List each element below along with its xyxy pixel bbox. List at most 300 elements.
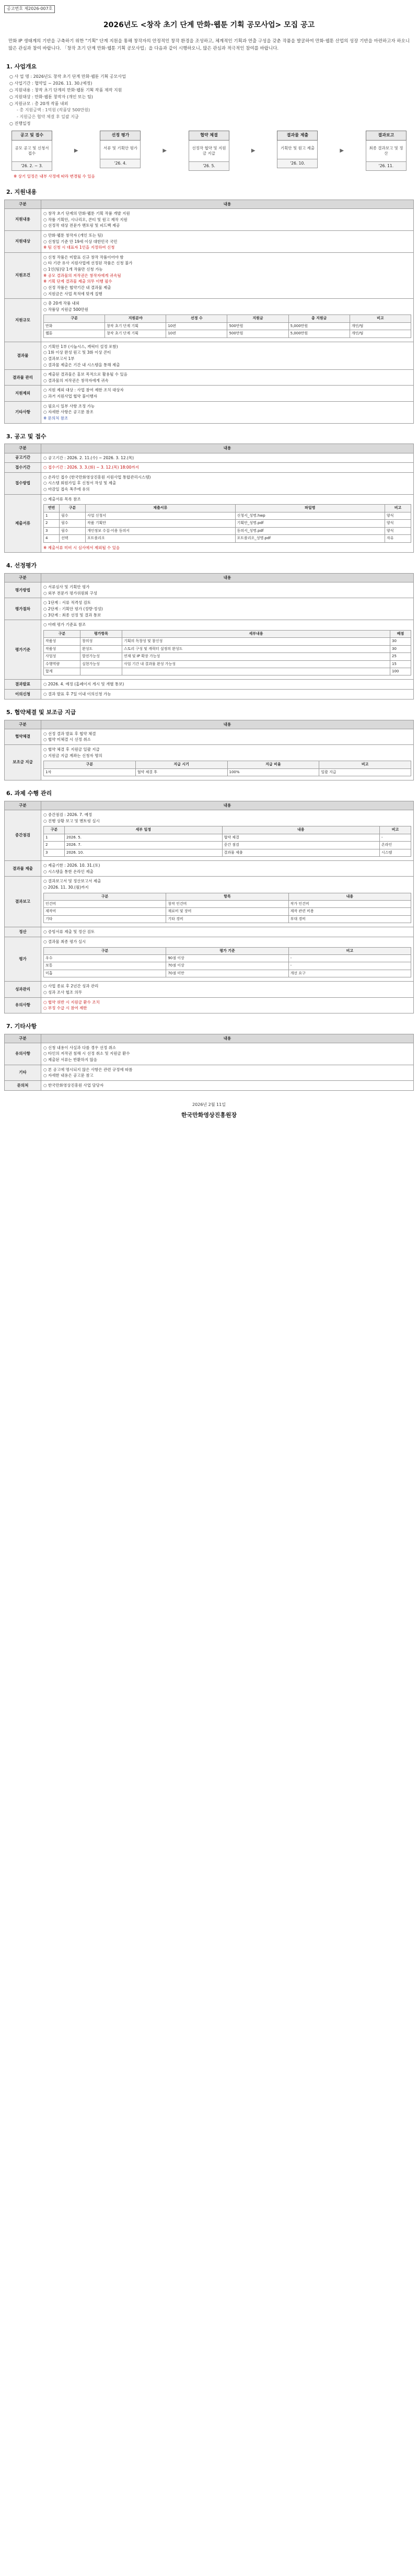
table-cell: 개인/팀 bbox=[350, 330, 411, 337]
flow-step bbox=[189, 131, 229, 171]
table-cell: 연재 및 IP 확장 가능성 bbox=[122, 653, 390, 660]
table-cell: - bbox=[380, 834, 411, 841]
table-cell: 부대 경비 bbox=[288, 915, 411, 923]
table-header: 내용 bbox=[288, 893, 411, 900]
flow-step-desc: 최종 결과보고 및 정산 bbox=[366, 141, 407, 162]
table-cell: 기타 경비 bbox=[166, 915, 288, 923]
budget-table bbox=[43, 314, 411, 337]
row-content bbox=[41, 370, 414, 386]
intro-paragraph: 만화 IP 생태계의 기반을 구축하기 위한 "기획" 단계 지원을 통해 창작자의 안정적인 창작 환경을 조성하고, 체계적인 기획과 연출 구성을 갖춘 작품을 발굴하여 만화·웹툰 산업의 성장 기반을 마련하고자 하오니 많은 관심과 참여 바랍니다. 「창작 초기 단계 만화·웹툰 기획 공모사업」을 다음과 같이 시행하오니, 많은 관심과 적극적인 참여를 바랍니다. bbox=[8, 38, 410, 52]
flow-step-desc: 공모 공고 및 신청서 접수 bbox=[11, 141, 52, 162]
content-line: ○ 만화·웹툰 창작자 (개인 또는 팀) bbox=[43, 232, 103, 238]
row-label: 유의사항 bbox=[5, 997, 41, 1013]
row-content bbox=[41, 598, 414, 620]
row-content bbox=[41, 494, 414, 552]
row-label: 이의신청 bbox=[5, 690, 41, 700]
row-content bbox=[41, 401, 414, 423]
content-line: ○ 시스템을 통한 온라인 제출 bbox=[43, 869, 94, 874]
row-content bbox=[41, 472, 414, 494]
flow-step-date: '26. 2. ~ 3. bbox=[11, 162, 52, 171]
table-cell: 500만원 bbox=[227, 322, 288, 330]
table-row bbox=[44, 768, 411, 776]
row-label: 결과물 제출 bbox=[5, 861, 41, 877]
arrow-right-icon: ▶ bbox=[162, 147, 167, 154]
row-label: 지원대상 bbox=[5, 230, 41, 252]
table-cell: 합계 bbox=[44, 668, 80, 675]
notice-number: 공고번호 제2026-007호 bbox=[4, 5, 55, 13]
row-label: 유의사항 bbox=[5, 1043, 41, 1065]
content-line: ○ 결과보고서 1부 bbox=[43, 356, 75, 361]
row-label: 평가기준 bbox=[5, 620, 41, 680]
content-line: ※ 기획 단계 결과물 제출 의무 이행 필수 bbox=[43, 279, 112, 284]
table-cell: 100 bbox=[390, 668, 411, 675]
content-line: ○ 결과물의 저작권은 창작자에게 귀속 bbox=[43, 378, 109, 383]
table-row bbox=[44, 520, 411, 527]
row-content bbox=[41, 386, 414, 401]
content-line: ○ 접수기간 : 2026. 3. 3.(화) ~ 3. 12.(목) 18:00까지 bbox=[43, 465, 139, 470]
table-row bbox=[5, 927, 414, 937]
s1-bullet: ○ 지원내용 : 창작 초기 단계의 만화·웹툰 기획 작품 제작 지원 bbox=[9, 88, 122, 92]
table-header: 배점 bbox=[390, 630, 411, 637]
row-content bbox=[41, 299, 414, 342]
arrow-right-icon: ▶ bbox=[74, 147, 78, 154]
table-cell: 포트폴리오 bbox=[86, 535, 236, 542]
content-line: ○ 2단계 : 기획안 평가 (정량·정성) bbox=[43, 606, 103, 611]
table-cell: - bbox=[288, 954, 411, 962]
content-line: ○ 성과 조사 협조 의무 bbox=[43, 989, 83, 995]
table-header: 구분 bbox=[5, 1034, 41, 1043]
s1-bullet: ○ 지원규모 : 총 20개 작품 내외 bbox=[9, 101, 68, 106]
application-table bbox=[4, 444, 414, 553]
table-cell: 창작 초기 단계 기획 bbox=[105, 322, 166, 330]
table-row bbox=[5, 744, 414, 780]
flow-step-desc: 선정작 협약 및 지원금 지급 bbox=[189, 141, 229, 162]
table-row bbox=[5, 861, 414, 877]
table-row bbox=[44, 962, 411, 970]
content-line: ○ 결과보고서 및 정산보고서 제출 bbox=[43, 879, 101, 884]
table-row bbox=[5, 299, 414, 342]
table-row bbox=[5, 598, 414, 620]
documents-table bbox=[43, 504, 411, 542]
row-label: 지원조건 bbox=[5, 252, 41, 298]
row-label: 성과관리 bbox=[5, 982, 41, 997]
table-cell: 2 bbox=[44, 520, 60, 527]
table-header: 내용 bbox=[41, 801, 414, 810]
table-cell: 10편 bbox=[166, 330, 227, 337]
row-label: 지원제외 bbox=[5, 386, 41, 401]
table-row bbox=[44, 645, 411, 652]
flow-label: ○ 진행일정 bbox=[9, 121, 31, 126]
row-label: 평가방법 bbox=[5, 582, 41, 598]
content-line: ○ 외부 전문가 평가위원회 구성 bbox=[43, 590, 98, 596]
content-line: ○ 작품 기획안, 시나리오, 콘티 및 원고 제작 지원 bbox=[43, 217, 127, 222]
process-flow bbox=[4, 127, 414, 173]
expense-table bbox=[43, 893, 411, 924]
table-cell: 수행역량 bbox=[44, 660, 80, 668]
content-line: ○ 선정 결과 발표 후 협약 체결 bbox=[43, 731, 96, 736]
s1-sub-bullet: - 지원금은 협약 체결 후 일괄 지급 bbox=[17, 114, 79, 120]
table-row bbox=[5, 453, 414, 463]
row-content bbox=[41, 1080, 414, 1090]
content-line: ○ 자세한 내용은 공고문 참고 bbox=[43, 1073, 94, 1078]
content-line: ※ 팀 신청 시 대표자 1인을 지정하여 신청 bbox=[43, 245, 115, 250]
payment-table bbox=[43, 761, 411, 776]
row-label: 제출서류 bbox=[5, 494, 41, 552]
table-cell: 만화 bbox=[44, 322, 105, 330]
table-cell: 개인/팀 bbox=[350, 322, 411, 330]
table-row bbox=[5, 494, 414, 552]
misc-table bbox=[4, 1034, 414, 1091]
row-content bbox=[41, 680, 414, 690]
section-1-bullets bbox=[4, 74, 414, 127]
section-3-title: 3. 공고 및 접수 bbox=[6, 433, 47, 440]
flow-step bbox=[11, 131, 52, 171]
table-row bbox=[5, 937, 414, 981]
content-line: ○ 협약 체결 후 지원금 일괄 지급 bbox=[43, 747, 100, 752]
table-cell: 10편 bbox=[166, 322, 227, 330]
table-cell: 개인정보 수집·이용 동의서 bbox=[86, 527, 236, 534]
table-cell: 기획안_성명.pdf bbox=[235, 520, 385, 527]
content-line: ○ 결과물 최종 평가 실시 bbox=[43, 939, 86, 944]
row-label: 공고기간 bbox=[5, 453, 41, 463]
content-line: ○ 제출된 서류는 반환하지 않음 bbox=[43, 1057, 98, 1063]
table-row bbox=[44, 900, 411, 907]
table-row bbox=[44, 834, 411, 841]
table-header: 선정 수 bbox=[166, 315, 227, 322]
table-row bbox=[5, 342, 414, 370]
table-header: 평가 기준 bbox=[166, 947, 288, 954]
row-label: 결과물 관리 bbox=[5, 370, 41, 386]
table-row bbox=[5, 401, 414, 423]
row-content bbox=[41, 937, 414, 981]
row-label: 기타 bbox=[5, 1065, 41, 1080]
flow-step-title: 협약 체결 bbox=[189, 131, 229, 141]
table-cell: 재료비 및 장비 bbox=[166, 908, 288, 915]
row-label: 문의처 bbox=[5, 1080, 41, 1090]
row-label: 지원내용 bbox=[5, 209, 41, 231]
table-header: 구분 bbox=[5, 444, 41, 453]
content-line: ※ 공모 결과물의 저작권은 창작자에게 귀속됨 bbox=[43, 273, 121, 278]
table-row bbox=[44, 322, 411, 330]
flow-step-desc: 서류 및 기획안 평가 bbox=[100, 141, 141, 159]
row-label: 결과발표 bbox=[5, 680, 41, 690]
content-line: ○ 제출서류 목록 참조 bbox=[43, 496, 81, 502]
table-header: 비고 bbox=[350, 315, 411, 322]
s1-bullet: ○ 지원대상 : 만화·웹툰 창작자 (개인 또는 팀) bbox=[9, 94, 93, 99]
row-content bbox=[41, 861, 414, 877]
content-line: ※ 제출서류 미비 시 심사에서 제외될 수 있음 bbox=[43, 545, 120, 550]
row-label: 평가절차 bbox=[5, 598, 41, 620]
row-label: 결과보고 bbox=[5, 877, 41, 927]
table-cell: 미흡 bbox=[44, 970, 166, 977]
table-cell: 협약 체결 bbox=[222, 834, 380, 841]
table-header: 파일명 bbox=[235, 505, 385, 512]
table-header: 구분 bbox=[44, 826, 65, 834]
table-cell: 동의서_성명.pdf bbox=[235, 527, 385, 534]
table-cell: 창작 초기 단계 기획 bbox=[105, 330, 166, 337]
table-row bbox=[5, 252, 414, 298]
table-cell: 창의성 bbox=[80, 638, 122, 645]
row-content bbox=[41, 690, 414, 700]
table-header: 연번 bbox=[44, 505, 60, 512]
row-content bbox=[41, 744, 414, 780]
table-cell: 70점 미만 bbox=[166, 970, 288, 977]
table-header: 구분 bbox=[5, 801, 41, 810]
table-row bbox=[5, 1065, 414, 1080]
document-title: 2026년도 <창작 초기 단계 만화·웹툰 기획 공모사업> 모집 공고 bbox=[103, 20, 315, 29]
content-line: ○ 1인(팀)당 1개 작품만 신청 가능 bbox=[43, 267, 103, 272]
table-header: 구분 bbox=[44, 315, 105, 322]
content-line: ○ 공고기간 : 2026. 2. 11.(수) ~ 2026. 3. 12.(목) bbox=[43, 455, 134, 460]
table-row bbox=[5, 209, 414, 231]
section-4-title: 4. 선정평가 bbox=[6, 562, 37, 569]
table-header: 내용 bbox=[41, 1034, 414, 1043]
table-header: 총 지원금 bbox=[288, 315, 350, 322]
table-row bbox=[5, 690, 414, 700]
table-cell bbox=[122, 668, 390, 675]
row-content bbox=[41, 342, 414, 370]
row-content bbox=[41, 230, 414, 252]
s1-sub-bullet: - 총 지원금액 : 1억원 (작품당 500만원) bbox=[17, 108, 90, 113]
table-header: 비고 bbox=[385, 505, 411, 512]
table-cell bbox=[80, 668, 122, 675]
table-cell: 선택 bbox=[60, 535, 86, 542]
row-label: 보조금 지급 bbox=[5, 744, 41, 780]
table-cell: 시스템 bbox=[380, 849, 411, 856]
table-cell: 스토리 구성 및 캐릭터 설정의 완성도 bbox=[122, 645, 390, 652]
content-line: ○ 결과물 제출은 기간 내 시스템을 통해 제출 bbox=[43, 362, 120, 367]
table-row bbox=[44, 970, 411, 977]
table-cell: 사업성 bbox=[44, 653, 80, 660]
s1-bullet: ○ 사 업 명 : 2026년도 창작 초기 단계 만화·웹툰 기획 공모사업 bbox=[9, 74, 126, 79]
table-cell: 4 bbox=[44, 535, 60, 542]
table-cell: - bbox=[288, 962, 411, 970]
row-content bbox=[41, 463, 414, 473]
flow-step bbox=[277, 131, 318, 171]
table-cell: 창작 인건비 bbox=[166, 900, 288, 907]
section-2-title: 2. 지원내용 bbox=[6, 189, 37, 196]
table-row bbox=[5, 463, 414, 473]
table-cell: 우수 bbox=[44, 954, 166, 962]
row-content bbox=[41, 582, 414, 598]
table-row bbox=[5, 370, 414, 386]
table-header: 내용 bbox=[41, 720, 414, 729]
content-line: ○ 타인의 저작권 침해 시 선정 취소 및 지원금 환수 bbox=[43, 1051, 130, 1056]
table-cell: 3 bbox=[44, 849, 65, 856]
table-cell: 기획의 독창성 및 참신성 bbox=[122, 638, 390, 645]
issue-date: 2026년 2월 11일 bbox=[192, 1102, 226, 1107]
table-cell: 70점 이상 bbox=[166, 962, 288, 970]
table-cell: 작품 기획안 bbox=[86, 520, 236, 527]
table-header: 구분 bbox=[44, 947, 166, 954]
row-content bbox=[41, 729, 414, 744]
table-cell: 15 bbox=[390, 660, 411, 668]
table-row bbox=[44, 842, 411, 849]
row-label: 정산 bbox=[5, 927, 41, 937]
table-header: 비고 bbox=[319, 761, 411, 768]
content-line: ○ 2026. 11. 30.(월)까지 bbox=[43, 884, 89, 890]
s1-bullet: ○ 사업기간 : 협약일 ~ 2026. 11. 30.(예정) bbox=[9, 81, 92, 86]
table-header: 구분 bbox=[5, 200, 41, 208]
table-row bbox=[44, 660, 411, 668]
table-row bbox=[5, 810, 414, 861]
table-cell: 30 bbox=[390, 645, 411, 652]
table-header: 항목 bbox=[166, 893, 288, 900]
table-cell: 30 bbox=[390, 638, 411, 645]
table-row bbox=[5, 620, 414, 680]
content-line: ○ 타 기관 유사 지원사업에 선정된 작품은 신청 불가 bbox=[43, 261, 133, 266]
table-header: 지원분야 bbox=[105, 315, 166, 322]
row-label: 평가 bbox=[5, 937, 41, 981]
row-label: 지원규모 bbox=[5, 299, 41, 342]
table-header: 지급 시기 bbox=[135, 761, 227, 768]
content-line: ○ 총 20개 작품 내외 bbox=[43, 301, 80, 306]
content-line: ○ 선정 작품은 협약기간 내 결과물 제출 bbox=[43, 285, 111, 290]
table-cell: 실현가능성 bbox=[80, 660, 122, 668]
table-cell: 신청서_성명.hwp bbox=[235, 512, 385, 519]
row-content bbox=[41, 209, 414, 231]
table-cell: 협약 체결 후 bbox=[135, 768, 227, 776]
table-cell: 사업 기간 내 결과물 완성 가능성 bbox=[122, 660, 390, 668]
content-line: ○ 신청일 기준 만 19세 이상 대한민국 국민 bbox=[43, 239, 118, 244]
table-header: 구분 bbox=[5, 573, 41, 582]
content-line: ○ 증빙서류 제출 및 정산 검토 bbox=[43, 929, 95, 935]
row-content bbox=[41, 620, 414, 680]
row-content bbox=[41, 252, 414, 298]
content-line: ○ 부정 수급 시 참여 제한 bbox=[43, 1006, 87, 1011]
table-cell: 중간 점검 bbox=[222, 842, 380, 849]
section-1-title: 1. 사업개요 bbox=[6, 63, 37, 70]
table-cell: 2026. 5. bbox=[65, 834, 223, 841]
content-line: ○ 3단계 : 최종 선정 및 결과 통보 bbox=[43, 612, 101, 617]
row-label: 중간점검 bbox=[5, 810, 41, 861]
table-header: 세부 일정 bbox=[65, 826, 223, 834]
flow-step-date: '26. 5. bbox=[189, 162, 229, 171]
content-line: ○ 선정작 대상 전문가 멘토링 및 피드백 제공 bbox=[43, 223, 120, 228]
content-line: ○ 협약 위반 시 지원금 환수 조치 bbox=[43, 999, 100, 1005]
section-6-title: 6. 과제 수행 관리 bbox=[6, 790, 52, 797]
content-line: ○ 협약 미체결 시 선정 취소 bbox=[43, 737, 91, 742]
table-row bbox=[44, 908, 411, 915]
table-row bbox=[44, 330, 411, 337]
table-row bbox=[5, 997, 414, 1013]
table-cell: 양식 bbox=[385, 527, 411, 534]
table-row bbox=[5, 230, 414, 252]
table-row bbox=[5, 680, 414, 690]
table-cell: 기타 bbox=[44, 915, 166, 923]
content-line: ○ 중간점검 : 2026. 7. 예정 bbox=[43, 812, 92, 818]
content-line: ○ 한국만화영상진흥원 사업 담당자 bbox=[43, 1082, 104, 1088]
table-row bbox=[44, 915, 411, 923]
content-line: ○ 사업 종료 후 2년간 성과 관리 bbox=[43, 984, 99, 989]
arrow-right-icon: ▶ bbox=[340, 147, 344, 154]
table-cell: 제작 관련 비용 bbox=[288, 908, 411, 915]
row-content bbox=[41, 997, 414, 1013]
table-cell: 작품성 bbox=[44, 638, 80, 645]
table-header: 세부내용 bbox=[122, 630, 390, 637]
table-cell: 완성도 bbox=[80, 645, 122, 652]
table-cell: 필수 bbox=[60, 520, 86, 527]
row-content bbox=[41, 877, 414, 927]
table-cell: 작가 인건비 bbox=[288, 900, 411, 907]
row-label: 접수방법 bbox=[5, 472, 41, 494]
support-table bbox=[4, 200, 414, 424]
table-header: 구분 bbox=[60, 505, 86, 512]
table-header: 구분 bbox=[44, 630, 80, 637]
content-line: ○ 지원금 지급 계좌는 신청자 명의 bbox=[43, 753, 102, 758]
table-row bbox=[5, 386, 414, 401]
content-line: ○ 시스템 회원가입 후 신청서 작성 및 제출 bbox=[43, 481, 117, 486]
row-content bbox=[41, 982, 414, 997]
row-content bbox=[41, 810, 414, 861]
table-cell: 5,000만원 bbox=[288, 322, 350, 330]
table-cell: 사업 신청서 bbox=[86, 512, 236, 519]
content-line: ○ 결과 발표 후 7일 이내 이의신청 가능 bbox=[43, 692, 111, 697]
flow-step-date: '26. 10. bbox=[277, 159, 318, 168]
row-content bbox=[41, 1065, 414, 1080]
content-line: ○ 마감일 접속 폭주에 유의 bbox=[43, 487, 90, 492]
row-content bbox=[41, 1043, 414, 1065]
content-line: ○ 제출기한 : 2026. 10. 31.(토) bbox=[43, 863, 100, 868]
table-header: 지원금 bbox=[227, 315, 288, 322]
content-line: ○ 아래 평가 기준표 참조 bbox=[43, 622, 86, 627]
content-line: ○ 2026. 4. 예정 (홈페이지 게시 및 개별 통보) bbox=[43, 682, 124, 687]
table-cell: 보통 bbox=[44, 962, 166, 970]
table-header: 내용 bbox=[41, 200, 414, 208]
table-header: 내용 bbox=[41, 573, 414, 582]
table-cell: 1차 bbox=[44, 768, 136, 776]
schedule-table bbox=[43, 826, 411, 857]
row-label: 협약체결 bbox=[5, 729, 41, 744]
table-cell: 인건비 bbox=[44, 900, 166, 907]
row-content bbox=[41, 927, 414, 937]
content-line: ○ 제출된 결과물은 홍보 목적으로 활용될 수 있음 bbox=[43, 372, 127, 377]
table-row bbox=[44, 535, 411, 542]
flow-step-title: 결과물 제출 bbox=[277, 131, 318, 141]
table-cell: 포트폴리오_성명.pdf bbox=[235, 535, 385, 542]
table-row bbox=[5, 472, 414, 494]
table-row bbox=[5, 982, 414, 997]
table-cell: 웹툰 bbox=[44, 330, 105, 337]
flow-step bbox=[100, 131, 141, 171]
flow-step-date: '26. 11. bbox=[366, 162, 407, 171]
table-row bbox=[44, 668, 411, 675]
content-line: ○ 창작 초기 단계의 만화·웹툰 기획 작품 개발 지원 bbox=[43, 211, 130, 216]
content-line: ○ 온라인 접수 (한국만화영상진흥원 지원사업 통합관리시스템) bbox=[43, 474, 151, 480]
flow-step bbox=[366, 131, 407, 171]
table-row bbox=[44, 638, 411, 645]
table-cell: 2026. 10. bbox=[65, 849, 223, 856]
content-line: ○ 서류심사 및 기획안 평가 bbox=[43, 585, 90, 590]
table-cell: 5,000만원 bbox=[288, 330, 350, 337]
table-cell: 발전가능성 bbox=[80, 653, 122, 660]
table-cell: 필수 bbox=[60, 512, 86, 519]
table-cell: 90점 이상 bbox=[166, 954, 288, 962]
table-row bbox=[5, 1080, 414, 1090]
table-cell: 2 bbox=[44, 842, 65, 849]
section-5-title: 5. 협약체결 및 보조금 지급 bbox=[6, 708, 76, 716]
evaluation-table bbox=[4, 573, 414, 700]
table-cell: 양식 bbox=[385, 512, 411, 519]
content-line: ○ 1단계 : 서류 적격성 검토 bbox=[43, 600, 91, 605]
table-cell: 1 bbox=[44, 834, 65, 841]
table-header: 비고 bbox=[380, 826, 411, 834]
flow-step-title: 결과보고 bbox=[366, 131, 407, 141]
content-line: ○ 신청 작품은 미발표 신규 창작 작품이어야 함 bbox=[43, 254, 124, 260]
row-label: 접수기간 bbox=[5, 463, 41, 473]
table-header: 비고 bbox=[288, 947, 411, 954]
table-row bbox=[5, 1043, 414, 1065]
